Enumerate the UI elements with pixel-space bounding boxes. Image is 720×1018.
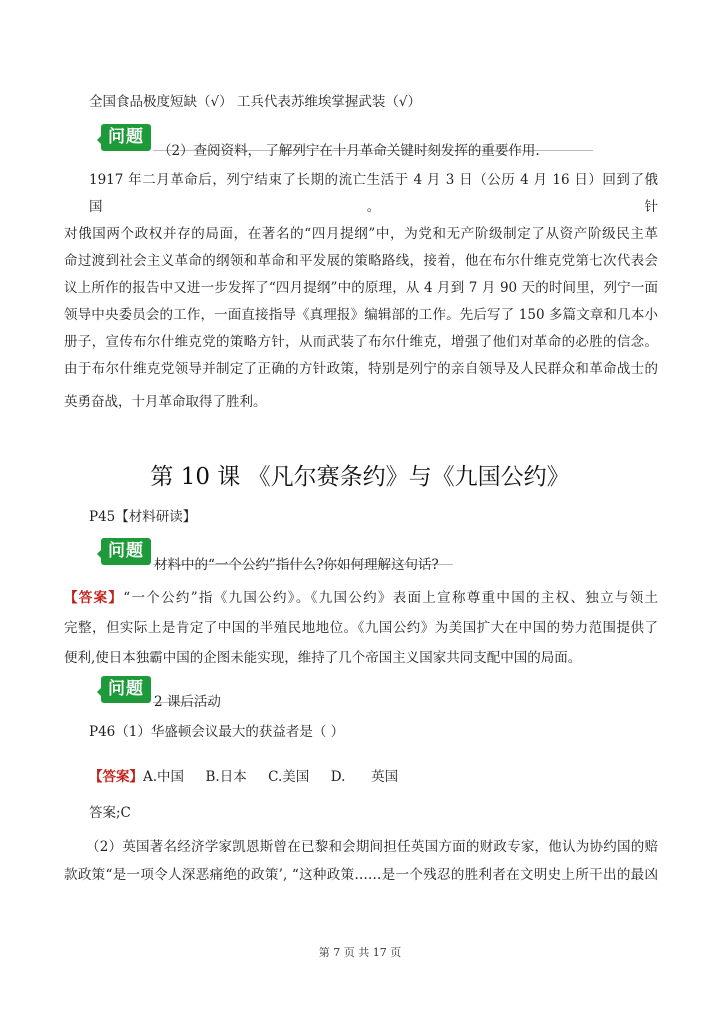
paragraph-line: 议上所作的报告中又进一步发挥了“四月提纲”中的原理，从 4 月到 7 月 90 天的时间里，列宁一面 (64, 280, 658, 296)
answer-options: A.中国 B.日本 C.美国 D. 英国 (143, 769, 399, 785)
question-badge (97, 676, 153, 703)
after-class-activity: 2 课后活动 (154, 694, 221, 710)
page-footer: 第 7 页 共 17 页 (318, 946, 402, 959)
question-badge (97, 538, 153, 565)
question-text: 材料中的“一个公约”指什么?你如何理解这句话? (154, 557, 439, 573)
paragraph-line: 英勇奋战，十月革命取得了胜利。 (64, 394, 267, 410)
answer-options-line (89, 767, 398, 787)
paragraph-line: 领导中央委员会的工作，一面直接指导《真理报》编辑部的工作。先后写了 150 多篇文章和几本小 (64, 307, 658, 323)
answer-line: 完整，但实际上是肯定了中国的半殖民地地位。《九国公约》为美国扩大在中国的势力范围提供了 (64, 620, 658, 636)
paragraph-line: 1917 年二月革命后，列宁结束了长期的流亡生活于 4 月 3 日（公历 4 月 16 日）回到了俄国。针 (89, 172, 658, 215)
paragraph-line: 命过渡到社会主义革命的纲领和革命和平发展的策略路线，接着，他在布尔什维克党第七次代表会 (64, 253, 658, 269)
answer-line-judgement: 全国食品极度短缺（√） 工兵代表苏维埃掌握武装（√） (89, 94, 421, 110)
lesson-title: 第 10 课 《凡尔赛条约》与《九国公约》 (150, 464, 570, 490)
paragraph-line: 由于布尔什维克党领导并制定了正确的方针政策，特别是列宁的亲自领导及人民群众和革命战士的 (64, 361, 658, 377)
answer-line (64, 583, 658, 613)
question-badge-label: 问题 (108, 679, 144, 699)
paragraph-line: 对俄国两个政权并存的局面，在著名的“四月提纲”中，为党和无产阶级制定了从资产阶级民主革 (64, 226, 658, 242)
question-badge-label: 问题 (108, 127, 144, 147)
answer-tag: 【答案】 (89, 769, 143, 785)
material-reading-label: P45【材料研读】 (89, 509, 197, 525)
answer-tag: 【答案】 (64, 590, 124, 606)
question-text: （2）查阅资料， 了解列宁在十月革命关键时刻发挥的重要作用. (158, 143, 540, 159)
question-badge (97, 124, 153, 151)
question-badge-label: 问题 (108, 541, 144, 561)
answer-final: 答案;C (89, 805, 131, 821)
question-p46: P46（1）华盛顿会议最大的获益者是（ ） (89, 724, 345, 740)
paragraph-line: 册子，宣传布尔什维克党的策略方针，从而武装了布尔什维克，增强了他们对革命的必胜的信念。 (64, 334, 658, 350)
paragraph-line: （2）英国著名经济学家凯恩斯曾在已黎和会期间担任英国方面的财政专家，他认为协约国的赔 (86, 839, 658, 855)
question-2-paragraph (64, 833, 658, 889)
answer-line: 便利,使日本独霸中国的企图未能实现，维持了几个帝国主义国家共同支配中国的局面。 (64, 650, 582, 666)
answer-text: “一个公约”指《九国公约》。《九国公约》表面上宣称尊重中国的主权、独立与领土 (123, 590, 659, 606)
lenin-paragraph (64, 167, 658, 416)
answer-paragraph (64, 583, 658, 673)
paragraph-line: 款政策“是一项令人深恶痛绝的政策’, “这种政策……是一个残忍的胜利者在文明史上所干出的最凶 (64, 867, 658, 883)
